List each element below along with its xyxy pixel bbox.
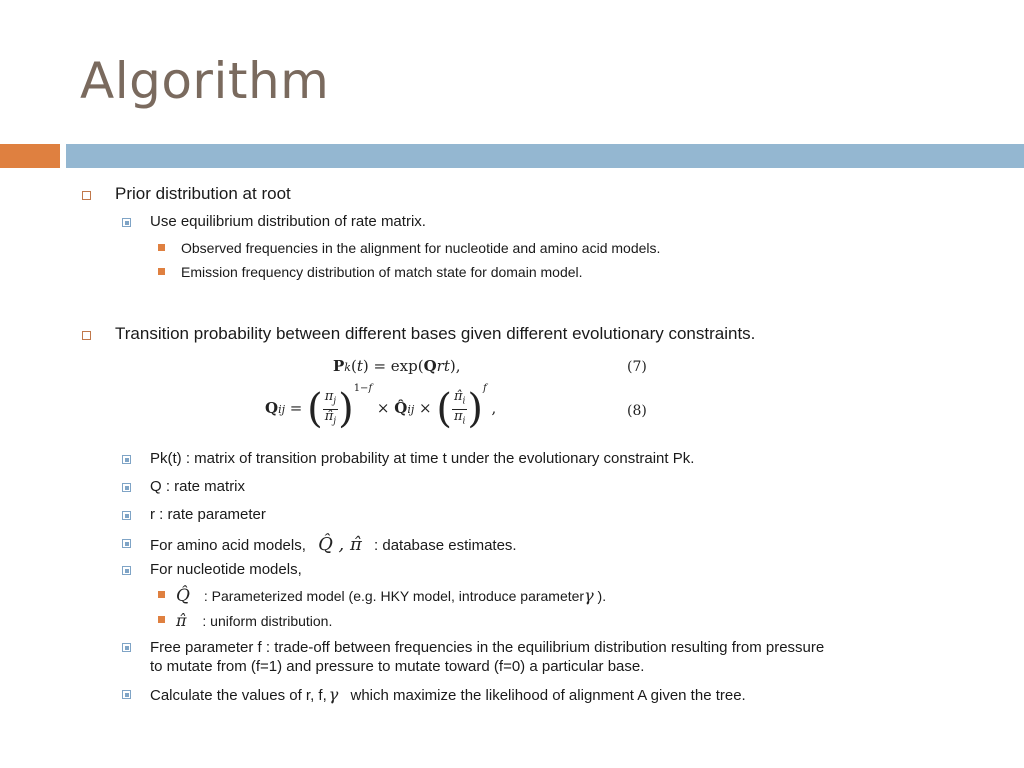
bullet-r-definition: r : rate parameter [150,506,266,523]
bullet-marker-square-icon [82,191,91,200]
bullet-marker-square-icon [122,643,131,652]
bullet-calculate-values: Calculate the values of r, f, γ which maximize the likelihood of alignment A given the tree. [150,685,746,704]
bullet-marker-square-icon [122,690,131,699]
bullet-marker-square-icon [82,331,91,340]
equation-7: Pk(t) = exp(Qrt), [333,357,461,375]
q-hat-pi-hat-symbols: Q̂ , π̂ [318,534,362,555]
header-accent-orange [0,144,60,168]
bullet-marker-square-icon [158,591,165,598]
bullet-marker-square-icon [158,244,165,251]
bullet-transition-probability: Transition probability between different bases given different evolutionary constraints. [115,324,756,343]
bullet-marker-square-icon [122,539,131,548]
bullet-marker-square-icon [122,218,131,227]
bullet-prior-distribution: Prior distribution at root [115,184,291,203]
q-hat-symbol: Q̂ [176,586,190,606]
bullet-marker-square-icon [158,268,165,275]
bullet-nucleotide-models: For nucleotide models, [150,561,302,578]
bullet-pk-definition: Pk(t) : matrix of transition probability at time t under the evolutionary constraint Pk. [150,450,695,467]
bullet-marker-square-icon [122,483,131,492]
bullet-marker-square-icon [122,455,131,464]
equation-8-number: (8) [627,403,647,419]
bullet-equilibrium: Use equilibrium distribution of rate matrix. [150,213,426,230]
bullet-uniform-distribution: π̂ : uniform distribution. [176,611,333,630]
gamma-symbol: γ [584,586,594,605]
bullet-parameterized-model: Q̂ : Parameterized model (e.g. HKY model, introduce parameterγ ). [176,586,607,606]
bullet-q-definition: Q : rate matrix [150,478,246,495]
header-accent-blue [66,144,1024,168]
slide-title: Algorithm [80,52,330,110]
amino-acid-label: For amino acid models, [150,537,306,554]
bullet-emission-frequency: Emission frequency distribution of match state for domain model. [181,264,583,280]
equation-7-number: (7) [627,359,647,375]
pi-hat-symbol: π̂ [176,611,187,630]
amino-acid-estimates: : database estimates. [374,537,517,554]
bullet-observed-frequencies: Observed frequencies in the alignment for nucleotide and amino acid models. [181,240,661,256]
gamma-symbol: γ [328,685,339,704]
bullet-marker-square-icon [122,511,131,520]
bullet-amino-acid-models [150,534,517,555]
bullet-marker-square-icon [122,566,131,575]
equation-8: Qij = ( $\frac{\pi_j}{\pî_j}$ )$^{1-f}$ × Q̂ij × ( $\frac{\pî_i}{\pi_i}$ )$^f$ , [265,383,497,432]
bullet-marker-square-icon [158,616,165,623]
bullet-free-parameter: Free parameter f : trade-off between frequencies in the equilibrium distribution resulting from pressure to mutate from (f=1) and pressure to mutate toward (f=0) a particular base. [150,639,825,675]
